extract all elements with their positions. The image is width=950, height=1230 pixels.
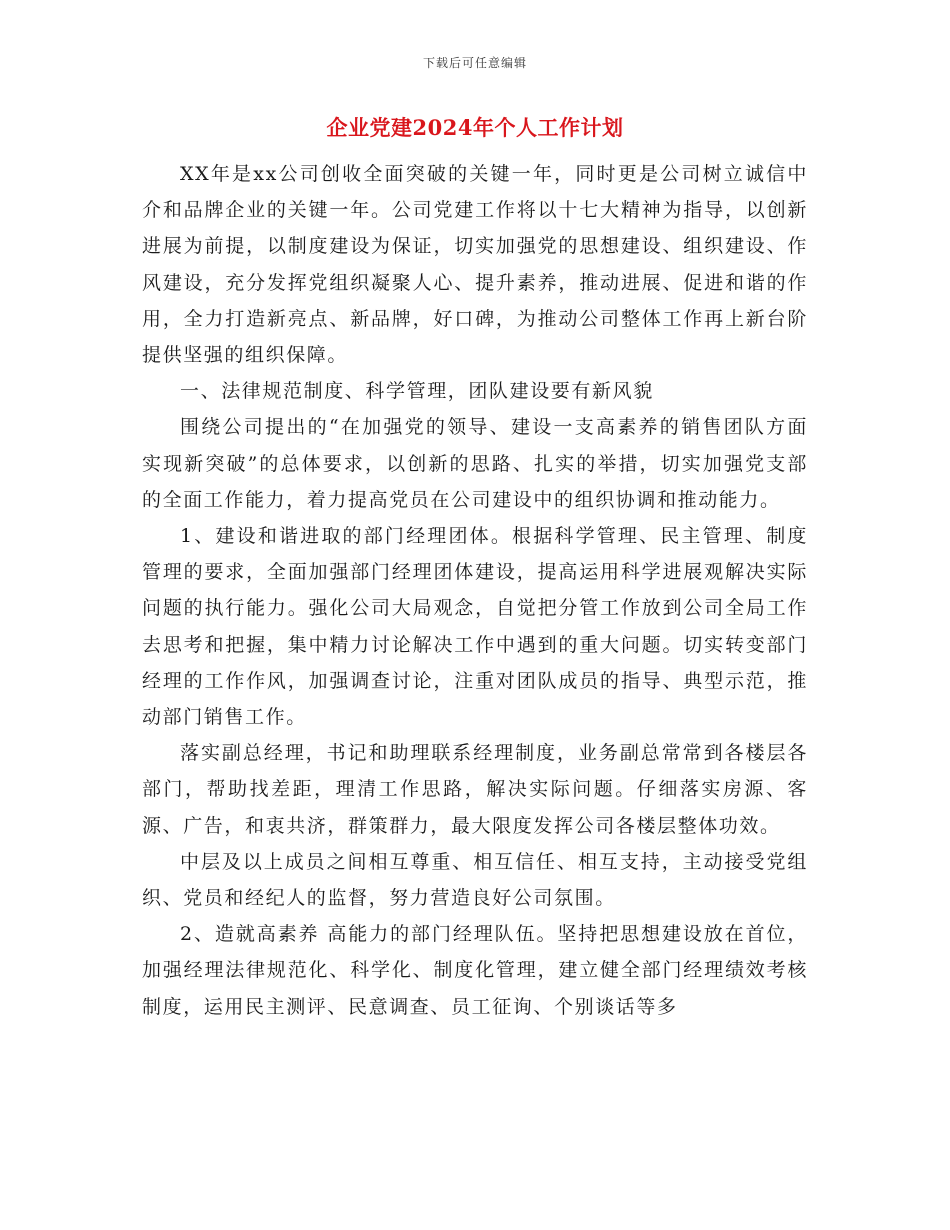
paragraph-contact-system: 落实副总经理，书记和助理联系经理制度，业务副总常常到各楼层各部门，帮助找差距，理清工作思路，解决实际问题。仔细落实房源、客源、广告，和衷共济，群策群力，最大限度发挥公司各楼层整体功效。 (142, 742, 808, 837)
paragraph-item-1: 1、建设和谐进取的部门经理团体。根据科学管理、民主管理、制度管理的要求，全面加强部门经理团体建设，提高运用科学进展观解决实际问题的执行能力。强化公司大局观念，自觉把分管工作放到公司全局工作去思考和把握，集中精力讨论解决工作中遇到的重大问题。切实转变部门经理的工作作风，加强调查讨论，注重对团队成员的指导、典型示范，推动部门销售工作。 (142, 525, 808, 729)
document-body (142, 156, 808, 1025)
paragraph-intro: XX年是xx公司创收全面突破的关键一年，同时更是公司树立诚信中介和品牌企业的关键一年。公司党建工作将以十七大精神为指导，以创新进展为前提，以制度建设为保证，切实加强党的思想建设、组织建设、作风建设，充分发挥党组织凝聚人心、提升素养，推动进展、促进和谐的作用，全力打造新亮点、新品牌，好口碑，为推动公司整体工作再上新台阶提供坚强的组织保障。 (142, 163, 808, 367)
header-note: 下载后可任意编辑 (422, 56, 527, 70)
paragraph-mutual-respect: 中层及以上成员之间相互尊重、相互信任、相互支持，主动接受党组织、党员和经纪人的监督，努力营造良好公司氛围。 (142, 850, 808, 910)
paragraph-item-2: 2、造就高素养 高能力的部门经理队伍。坚持把思想建设放在首位，加强经理法律规范化、科学化、制度化管理，建立健全部门经理绩效考核制度，运用民主测评、民意调查、员工征询、个别谈话等多 (142, 923, 808, 1018)
document-title: 企业党建2024年个人工作计划 (326, 115, 624, 140)
section-heading-1: 一、法律规范制度、科学管理，团队建设要有新风貌 (180, 380, 654, 403)
paragraph-requirements: 围绕公司提出的“在加强党的领导、建设一支高素养的销售团队方面实现新突破”的总体要求，以创新的思路、扎实的举措，切实加强党支部的全面工作能力，着力提高党员在公司建设中的组织协调和推动能力。 (142, 416, 808, 511)
